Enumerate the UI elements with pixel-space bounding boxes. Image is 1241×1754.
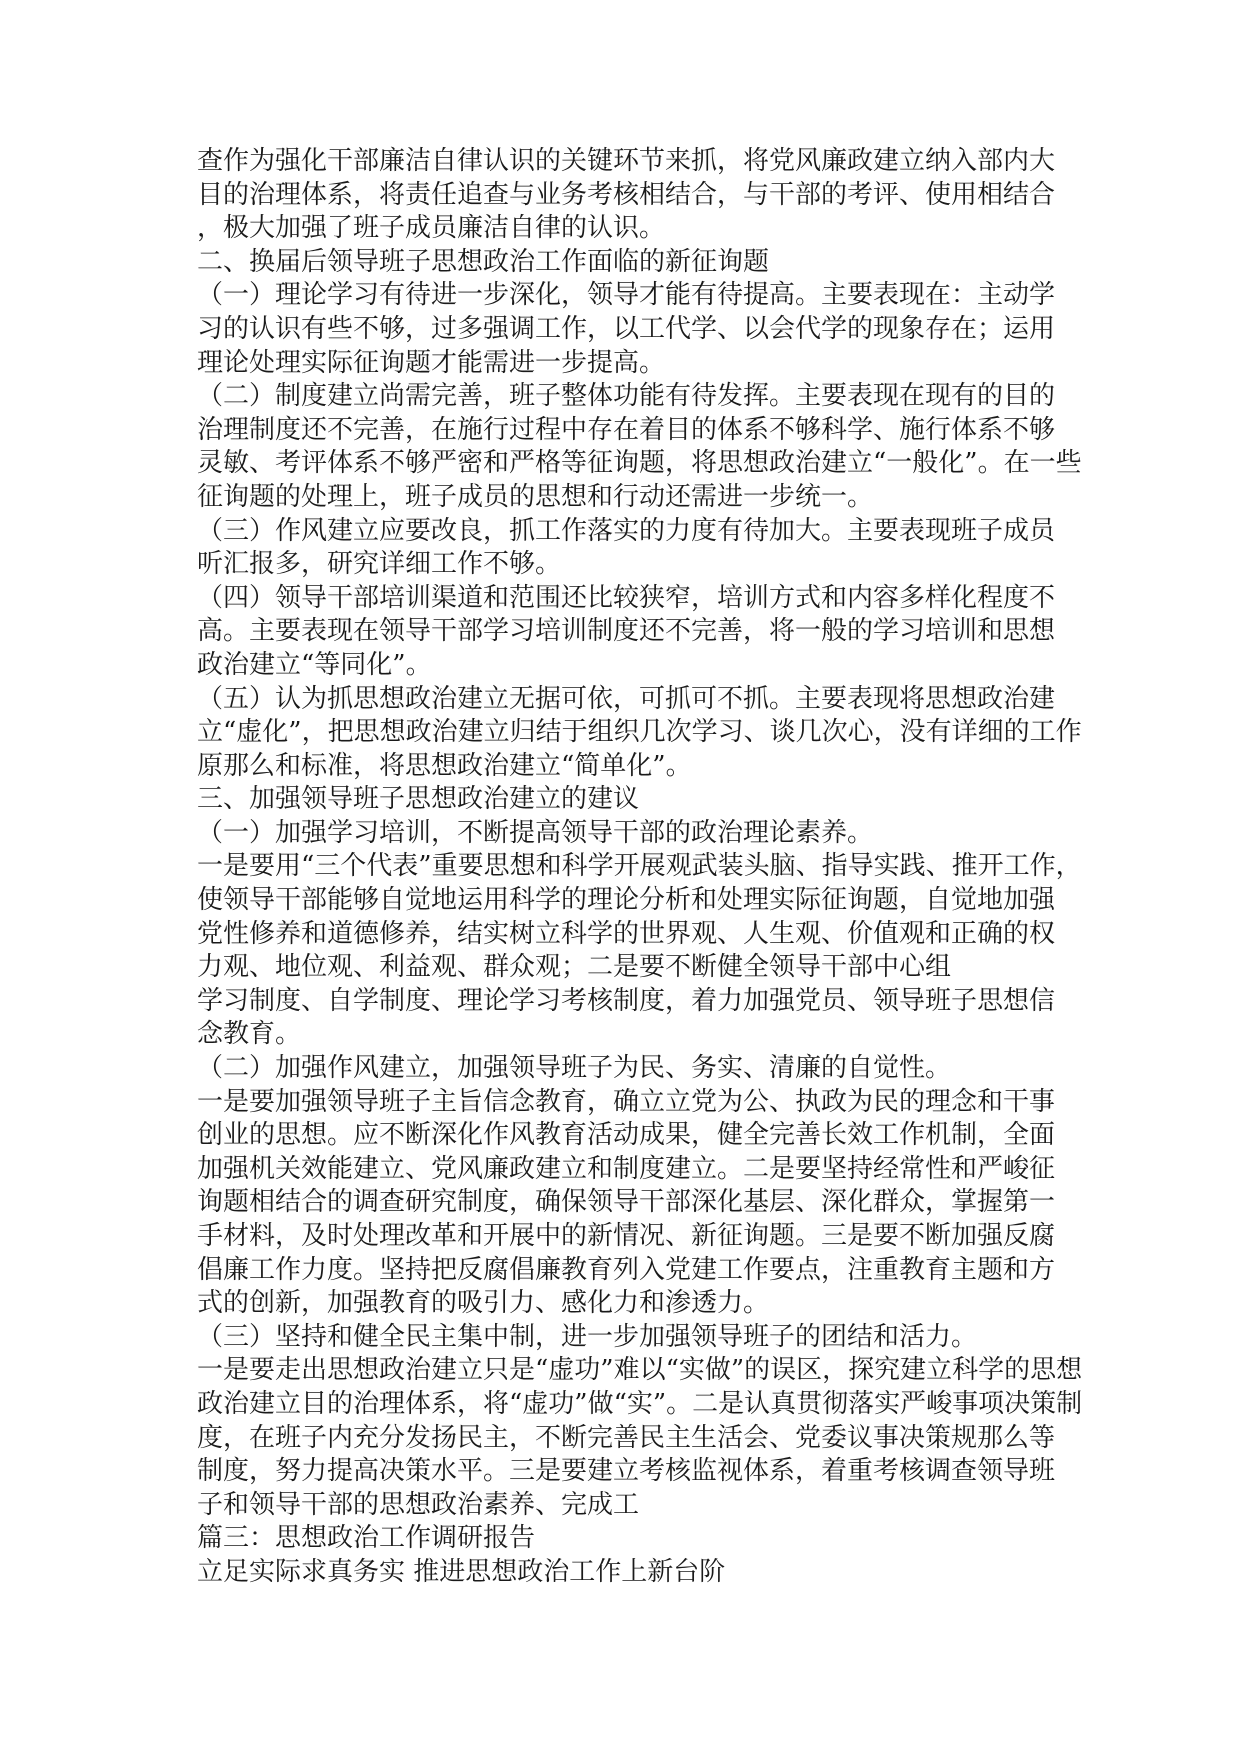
- text-line: （三）坚持和健全民主集中制，进一步加强领导班子的团结和活力。: [197, 1321, 978, 1352]
- text-line: 目的治理体系，将责任追查与业务考核相结合，与干部的考评、使用相结合: [197, 179, 1056, 210]
- text-line: 使领导干部能够自觉地运用科学的理论分析和处理实际征询题，自觉地加强: [197, 885, 1056, 916]
- text-line: 党性修养和道德修养，结实树立科学的世界观、人生观、价值观和正确的权: [197, 918, 1056, 949]
- text-line: （三）作风建立应要改良，抓工作落实的力度有待加大。主要表现班子成员: [197, 515, 1056, 546]
- text-line: 加强机关效能建立、党风廉政建立和制度建立。二是要坚持经常性和严峻征: [197, 1153, 1056, 1184]
- text-line: （五）认为抓思想政治建立无据可依，可抓可不抓。主要表现将思想政治建: [197, 683, 1056, 714]
- text-line: 立足实际求真务实 推进思想政治工作上新台阶: [197, 1556, 726, 1587]
- text-line: 查作为强化干部廉洁自律认识的关键环节来抓，将党风廉政建立纳入部内大: [197, 146, 1056, 176]
- text-line: （一）理论学习有待进一步深化，领导才能有待提高。主要表现在：主动学: [197, 280, 1056, 311]
- text-line: 听汇报多，研究详细工作不够。: [197, 549, 562, 580]
- text-line: 习的认识有些不够，过多强调工作，以工代学、以会代学的现象存在；运用: [197, 313, 1056, 344]
- text-line: 高。主要表现在领导干部学习培训制度还不完善，将一般的学习培训和思想: [197, 616, 1056, 647]
- text-line: 政治建立“等同化”。: [197, 649, 432, 680]
- text-line: 学习制度、自学制度、理论学习考核制度，着力加强党员、领导班子思想信: [197, 985, 1056, 1016]
- text-line: 一是要加强领导班子主旨信念教育，确立立党为公、执政为民的理念和干事: [197, 1086, 1056, 1117]
- text-line: 灵敏、考评体系不够严密和严格等征询题，将思想政治建立“一般化”。在一些: [197, 448, 1082, 479]
- text-line: （二）加强作风建立，加强领导班子为民、务实、清廉的自觉性。: [197, 1053, 952, 1084]
- text-line: 手材料，及时处理改革和开展中的新情况、新征询题。三是要不断加强反腐: [197, 1221, 1056, 1251]
- text-line: 念教育。: [197, 1019, 302, 1050]
- text-line: 一是要走出思想政治建立只是“虚功”难以“实做”的误区，探究建立科学的思想: [197, 1355, 1083, 1386]
- text-line: ，极大加强了班子成员廉洁自律的认识。: [197, 213, 666, 244]
- text-line: 力观、地位观、利益观、群众观；二是要不断健全领导干部中心组: [197, 952, 952, 983]
- text-line: 制度，努力提高决策水平。三是要建立考核监视体系，着重考核调查领导班: [197, 1456, 1056, 1487]
- text-line: 倡廉工作力度。坚持把反腐倡廉教育列入党建工作要点，注重教育主题和方: [197, 1254, 1056, 1285]
- text-line: 立“虚化”，把思想政治建立归结于组织几次学习、谈几次心，没有详细的工作: [197, 717, 1082, 748]
- text-line: 篇三：思想政治工作调研报告: [197, 1523, 536, 1554]
- text-line: 子和领导干部的思想政治素养、完成工: [197, 1489, 640, 1520]
- text-line: 原那么和标准，将思想政治建立“简单化”。: [197, 750, 692, 781]
- text-line: 式的创新，加强教育的吸引力、感化力和渗透力。: [197, 1288, 770, 1319]
- text-line: 二、换届后领导班子思想政治工作面临的新征询题: [197, 246, 770, 277]
- text-line: （二）制度建立尚需完善，班子整体功能有待发挥。主要表现在现有的目的: [197, 381, 1056, 412]
- text-line: 治理制度还不完善，在施行过程中存在着目的体系不够科学、施行体系不够: [197, 414, 1056, 445]
- text-line: 政治建立目的治理体系，将“虚功”做“实”。二是认真贯彻落实严峻事项决策制: [197, 1388, 1083, 1419]
- text-line: 创业的思想。应不断深化作风教育活动成果，健全完善长效工作机制，全面: [197, 1120, 1056, 1151]
- text-line: （四）领导干部培训渠道和范围还比较狭窄，培训方式和内容多样化程度不: [197, 582, 1056, 613]
- text-line: 度，在班子内充分发扬民主，不断完善民主生活会、党委议事决策规那么等: [197, 1422, 1056, 1453]
- text-line: 三、加强领导班子思想政治建立的建议: [197, 784, 640, 815]
- text-line: 征询题的处理上，班子成员的思想和行动还需进一步统一。: [197, 481, 874, 512]
- text-line: 一是要用“三个代表”重要思想和科学开展观武装头脑、指导实践、推开工作，: [197, 851, 1082, 882]
- text-line: （一）加强学习培训，不断提高领导干部的政治理论素养。: [197, 817, 874, 848]
- text-line: 询题相结合的调查研究制度，确保领导干部深化基层、深化群众，掌握第一: [197, 1187, 1056, 1218]
- text-line: 理论处理实际征询题才能需进一步提高。: [197, 347, 666, 378]
- document-body: [197, 145, 1083, 1590]
